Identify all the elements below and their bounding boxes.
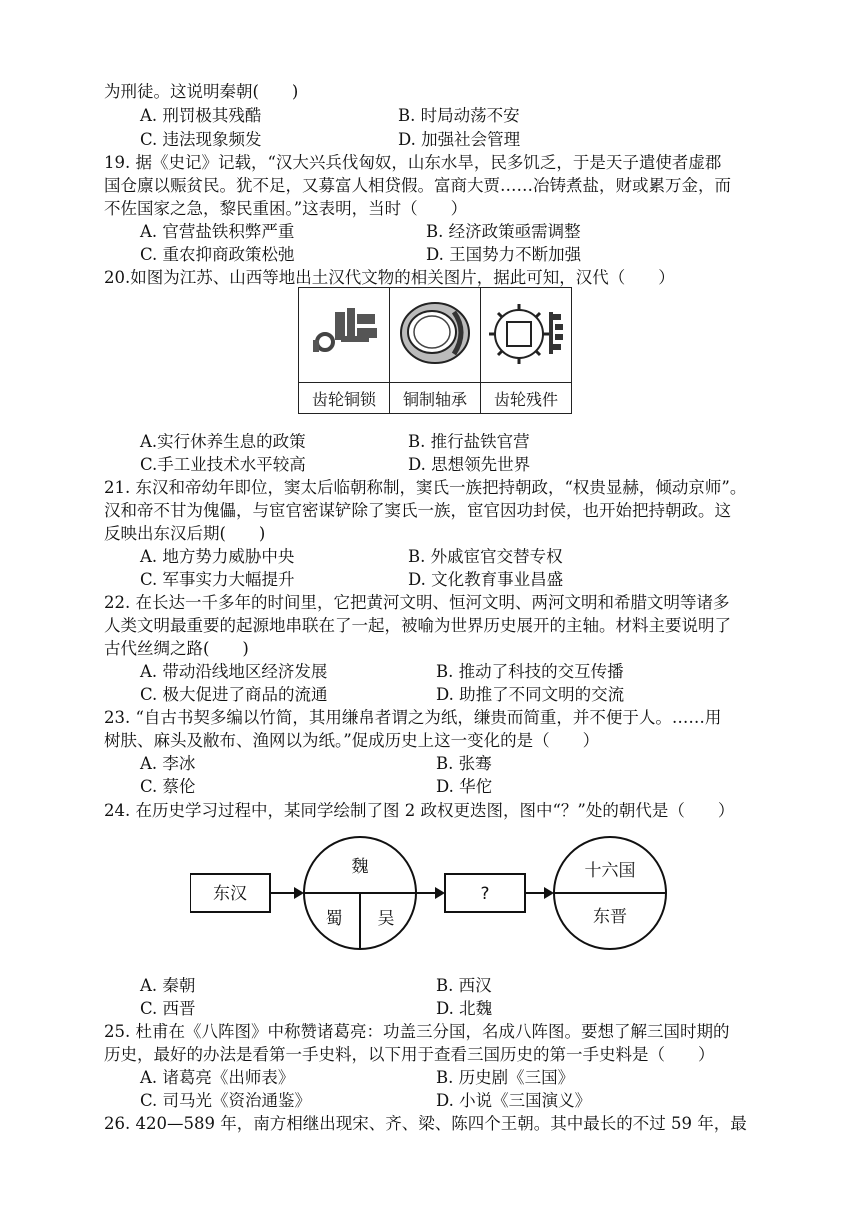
artifact-caption-1: 齿轮铜锁	[299, 383, 390, 414]
artifact-table	[298, 287, 572, 414]
q19-stem-line-2: 国仓廪以赈贫民。犹不足，又募富人相贷假。富商大贾……冶铸煮盐，财或累万金，而	[104, 176, 731, 195]
artifact-caption-3: 齿轮残件	[481, 383, 572, 414]
q23-option-c[interactable]: C. 蔡伦	[140, 777, 196, 796]
q24-option-a[interactable]: A. 秦朝	[140, 976, 196, 995]
q22-option-b[interactable]: B. 推动了科技的交互传播	[436, 662, 624, 681]
q26-stem: 26. 420—589 年，南方相继出现宋、齐、梁、陈四个王朝。其中最长的不过 59 年，最	[104, 1114, 747, 1133]
q21-stem-line-2: 汉和帝不甘为傀儡，与宦官密谋铲除了窦氏一族，宦官因功封侯，也开始把持朝政。这	[104, 501, 731, 520]
q19-option-c[interactable]: C. 重农抑商政策松弛	[140, 245, 295, 264]
q18-option-c[interactable]: C. 违法现象频发	[140, 130, 262, 149]
q19-option-a[interactable]: A. 官营盐铁积弊严重	[140, 222, 295, 241]
q20-stem: 20.如图为江苏、山西等地出土汉代文物的相关图片，据此可知，汉代（ ）	[104, 268, 675, 287]
q20-option-b[interactable]: B. 推行盐铁官营	[408, 432, 530, 451]
q22-option-a[interactable]: A. 带动沿线地区经济发展	[140, 662, 328, 681]
q18-option-b[interactable]: B. 时局动荡不安	[398, 106, 520, 125]
q23-option-a[interactable]: A. 李冰	[140, 754, 196, 773]
arrow-icon	[435, 887, 445, 899]
q25-option-d[interactable]: D. 小说《三国演义》	[436, 1091, 592, 1110]
label-eastern-han: 东汉	[213, 884, 247, 904]
q25-option-c[interactable]: C. 司马光《资治通鉴》	[140, 1091, 312, 1110]
q24-option-d[interactable]: D. 北魏	[436, 999, 493, 1018]
arrow-icon	[544, 887, 554, 899]
q22-option-d[interactable]: D. 助推了不同文明的交流	[436, 685, 625, 704]
q25-stem-line-2: 历史，最好的办法是看第一手史料，以下用于查看三国历史的第一手史料是（ ）	[104, 1045, 715, 1064]
q23-option-b[interactable]: B. 张骞	[436, 754, 492, 773]
q22-stem-line-2: 人类文明最重要的起源地串联在了一起，被喻为世界历史展开的主轴。材料主要说明了	[104, 616, 731, 635]
q21-stem-line-1: 21. 东汉和帝幼年即位，窦太后临朝称制，窦氏一族把持朝政，“权贵显赫，倾动京师”。	[104, 478, 747, 497]
q21-stem-line-3: 反映出东汉后期( )	[104, 524, 266, 543]
q24-stem: 24. 在历史学习过程中，某同学绘制了图 2 政权更迭图，图中“？”处的朝代是（ ）	[104, 801, 735, 820]
q21-option-a[interactable]: A. 地方势力威胁中央	[140, 547, 295, 566]
artifact-gear-fragment-image	[481, 288, 572, 383]
q19-option-d[interactable]: D. 王国势力不断加强	[426, 245, 582, 264]
q22-stem-line-1: 22. 在长达一千多年的时间里，它把黄河文明、恒河文明、两河文明和希腊文明等诸多	[104, 593, 730, 612]
artifact-bronze-gear-lock-image	[299, 288, 390, 383]
label-shu: 蜀	[325, 909, 343, 929]
q21-option-c[interactable]: C. 军事实力大幅提升	[140, 570, 295, 589]
label-question-mark: ?	[480, 884, 490, 904]
q24-option-b[interactable]: B. 西汉	[436, 976, 492, 995]
q25-stem-line-1: 25. 杜甫在《八阵图》中称赞诸葛亮：功盖三分国，名成八阵图。要想了解三国时期的	[104, 1022, 730, 1041]
label-eastern-jin: 东晋	[593, 907, 627, 927]
label-sixteen-kingdoms: 十六国	[584, 861, 636, 881]
q23-option-d[interactable]: D. 华佗	[436, 777, 493, 796]
q19-stem-line-1: 19. 据《史记》记载，“汉大兴兵伐匈奴，山东水旱，民多饥乏，于是天子遣使者虚郡	[104, 153, 722, 172]
q22-stem-line-3: 古代丝绸之路( )	[104, 639, 249, 658]
label-wei: 魏	[351, 857, 369, 877]
q21-option-b[interactable]: B. 外戚宦官交替专权	[408, 547, 563, 566]
q21-option-d[interactable]: D. 文化教育事业昌盛	[408, 570, 564, 589]
q22-option-c[interactable]: C. 极大促进了商品的流通	[140, 685, 328, 704]
q25-option-a[interactable]: A. 诸葛亮《出师表》	[140, 1068, 295, 1087]
q25-option-b[interactable]: B. 历史剧《三国》	[436, 1068, 575, 1087]
q18-option-a[interactable]: A. 刑罚极其残酷	[140, 106, 262, 125]
arrow-icon	[294, 887, 304, 899]
q20-option-c[interactable]: C.手工业技术水平较高	[140, 455, 306, 474]
q19-option-b[interactable]: B. 经济政策亟需调整	[426, 222, 581, 241]
artifact-caption-2: 铜制轴承	[390, 383, 481, 414]
regime-change-diagram	[190, 830, 680, 952]
q24-option-c[interactable]: C. 西晋	[140, 999, 196, 1018]
q19-stem-line-3: 不佐国家之急，黎民重困。”这表明，当时（ ）	[104, 199, 468, 218]
q20-option-a[interactable]: A.实行休养生息的政策	[140, 432, 306, 451]
q18-option-d[interactable]: D. 加强社会管理	[398, 130, 521, 149]
label-wu: 吴	[377, 909, 395, 929]
q18-stem-tail: 为刑徒。这说明秦朝( )	[104, 82, 299, 101]
q23-stem-line-2: 树肤、麻头及敝布、渔网以为纸。”促成历史上这一变化的是（ ）	[104, 731, 600, 750]
q20-option-d[interactable]: D. 思想领先世界	[408, 455, 531, 474]
artifact-copper-bearing-image	[390, 288, 481, 383]
q23-stem-line-1: 23. “自古书契多编以竹简，其用缣帛者谓之为纸，缣贵而简重，并不便于人。……用	[104, 708, 722, 727]
